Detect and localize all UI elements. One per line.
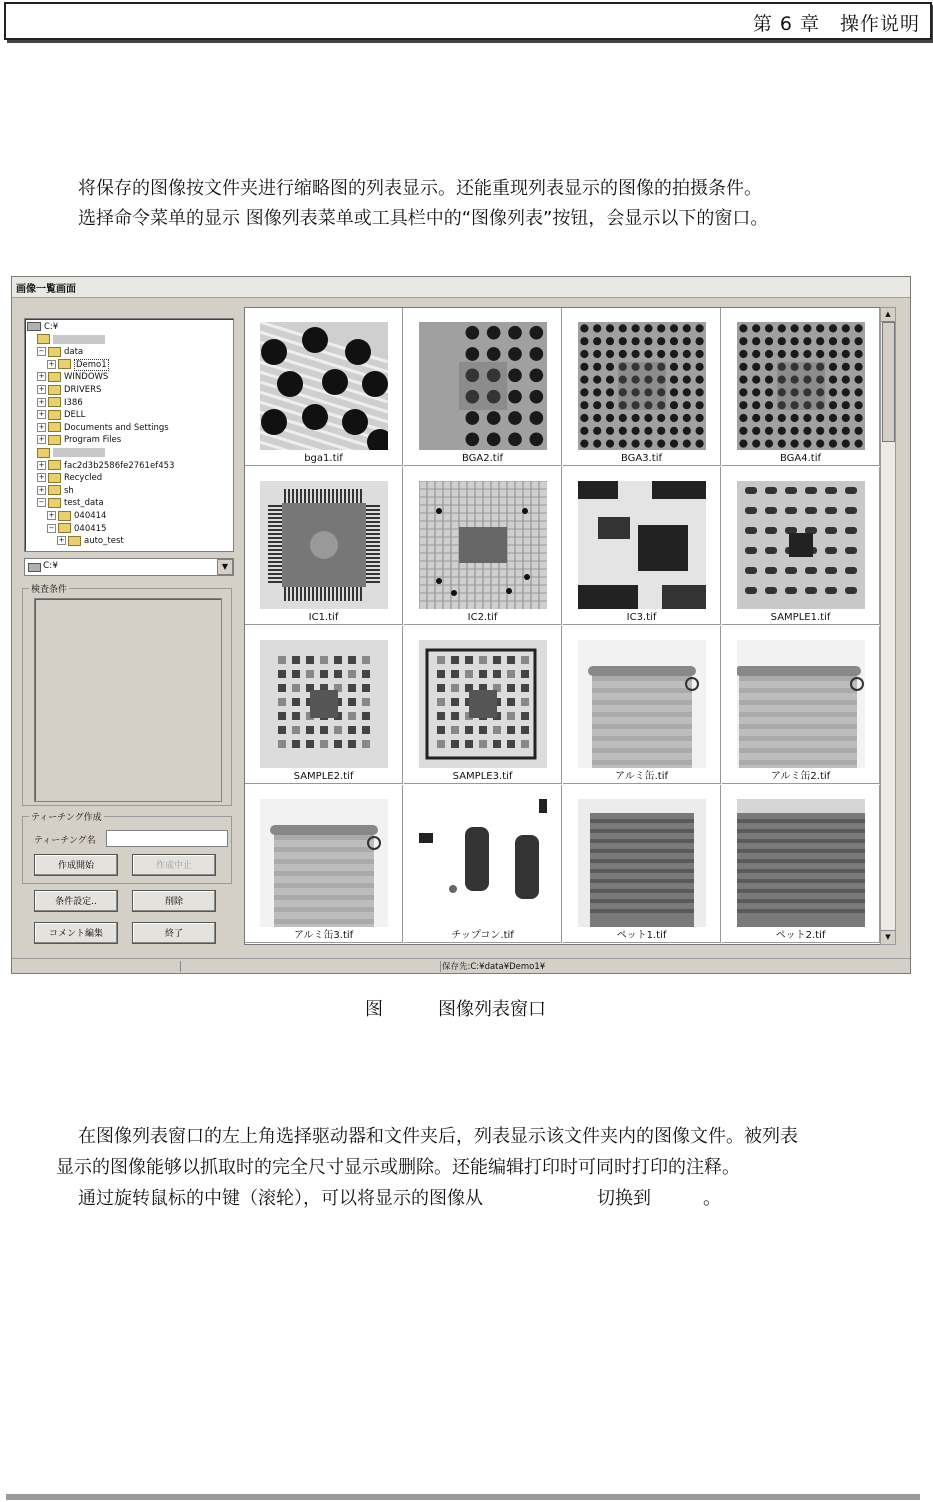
xray-thumbnail [578,640,706,768]
thumbnail-cell[interactable] [722,626,880,784]
xray-thumbnail [260,799,388,927]
thumbnail-cell[interactable] [722,467,880,625]
folder-icon [48,372,61,382]
folder-icon [48,347,61,357]
body-line-3a: 通过旋转鼠标的中键（滚轮），可以将显示的图像从 [78,1188,483,1209]
tree-item[interactable] [37,334,105,346]
expand-toggle-icon[interactable]: + [48,359,55,368]
teach-name-input[interactable] [106,830,228,847]
thumbnail-cell[interactable] [404,626,562,784]
tree-item-label: I386 [64,397,83,408]
thumbnail-filename: チップコン.tif [451,930,514,941]
window-title: 画像一覧画面 [16,284,76,295]
thumbnail-cell[interactable] [404,785,562,943]
thumbnail-grid [244,307,882,945]
folder-icon [48,422,61,432]
thumbnail-filename: ペット2.tif [775,930,826,941]
thumbnail-filename: アルミ缶2.tif [770,771,831,782]
thumbnail-filename: アルミ缶3.tif [293,930,354,941]
scroll-down-icon[interactable]: ▼ [881,930,895,944]
intro-line-2: 选择命令菜单的显示 图像列表菜单或工具栏中的“图像列表”按钮，会显示以下的窗口。 [78,208,769,229]
thumbnail-filename: BGA4.tif [779,453,822,464]
image-list-window [11,276,911,974]
folder-icon [58,511,71,521]
tree-item[interactable] [37,346,83,358]
expand-toggle-icon[interactable]: − [38,498,45,507]
tree-item-label: Program Files [64,435,122,446]
body-line-3c: 。 [703,1188,721,1209]
folder-icon [48,435,61,445]
tree-item[interactable] [37,472,102,484]
xray-thumbnail [260,481,388,609]
tree-item[interactable] [27,321,58,333]
tree-item[interactable] [57,535,124,547]
thumbnail-cell[interactable] [404,467,562,625]
tree-item[interactable] [37,485,74,497]
folder-icon [37,334,50,344]
thumbnail-filename: IC3.tif [626,612,657,623]
body-line-1: 在图像列表窗口的左上角选择驱动器和文件夹后，列表显示该文件夹内的图像文件。被列表 [78,1126,798,1147]
tree-item-label: data [64,347,84,358]
folder-icon [37,448,50,458]
teach-name-label: ティーチング名 [34,836,96,846]
folder-icon [48,397,61,407]
xray-thumbnail [737,640,865,768]
thumbnail-filename: アルミ缶.tif [615,771,668,782]
thumbnail-filename: SAMPLE2.tif [293,771,354,782]
thumbnail-cell[interactable] [245,467,403,625]
xray-thumbnail [578,481,706,609]
expand-toggle-icon[interactable]: + [38,410,45,419]
tree-item-label: test_data [64,498,104,509]
condition-settings-button[interactable]: 条件設定.. [34,890,118,912]
thumbnail-cell[interactable] [563,467,721,625]
redacted-label [53,448,105,457]
folder-icon [48,385,61,395]
redacted-label [53,335,105,344]
thumbnail-filename: SAMPLE1.tif [770,612,831,623]
thumbnail-filename: SAMPLE3.tif [452,771,513,782]
thumbnail-cell[interactable] [722,308,880,466]
status-text: 保存先:C:¥data¥Demo1¥ [442,962,546,972]
folder-icon [48,473,61,483]
expand-toggle-icon[interactable]: + [38,372,45,381]
footer-bar [6,1494,920,1500]
thumbnail-cell[interactable] [245,626,403,784]
expand-toggle-icon[interactable]: + [38,397,45,406]
tree-item-label: 040414 [74,511,107,521]
expand-toggle-icon[interactable]: + [38,385,45,393]
thumbnail-filename: IC1.tif [308,612,339,623]
thumbnail-filename: bga1.tif [304,453,343,464]
expand-toggle-icon[interactable]: − [48,523,55,532]
expand-toggle-icon[interactable]: + [48,511,55,519]
xray-thumbnail [578,322,706,450]
thumbnail-cell[interactable] [563,626,721,784]
xray-thumbnail [419,322,547,450]
xray-thumbnail [419,481,547,609]
teach-group-label: ティーチング作成 [29,810,104,823]
tree-item-label: WINDOWS [64,372,109,383]
tree-item[interactable] [37,422,169,434]
inspect-conditions-box [34,598,222,802]
tree-item[interactable] [47,510,106,522]
xray-thumbnail [578,799,706,927]
thumbnail-filename: BGA3.tif [620,453,663,464]
tree-item-label: fac2d3b2586fe2761ef453 [64,460,175,471]
thumbnail-cell[interactable] [245,785,403,943]
tree-item[interactable] [47,359,109,371]
tree-item-label: auto_test [84,536,124,547]
xray-thumbnail [260,322,388,450]
xray-thumbnail [737,799,865,927]
tree-item-label: DRIVERS [64,385,102,395]
inspect-group-label: 検査条件 [29,582,69,595]
body-line-2: 显示的图像能够以抓取时的完全尺寸显示或删除。还能编辑打印时可同时打印的注释。 [56,1157,740,1178]
expand-toggle-icon[interactable]: + [38,435,45,444]
tree-item[interactable] [37,434,121,446]
expand-toggle-icon[interactable]: + [38,422,45,431]
thumbnail-cell[interactable] [404,308,562,466]
expand-toggle-icon[interactable]: + [58,536,65,545]
folder-icon [58,523,71,533]
folder-icon [48,460,61,470]
expand-toggle-icon[interactable]: + [38,473,45,482]
tree-item-label: 040415 [74,523,107,534]
tree-item[interactable] [37,371,108,383]
folder-icon [48,498,61,508]
thumbnail-cell[interactable] [563,785,721,943]
folder-icon [58,359,71,369]
thumbnail-filename: ペット1.tif [616,930,667,941]
start-create-button[interactable]: 作成開始 [34,854,118,876]
scroll-thumb[interactable] [882,322,895,442]
drive-icon [28,563,41,572]
intro-line-1: 将保存的图像按文件夹进行缩略图的列表显示。还能重现列表显示的图像的拍摄条件。 [78,178,762,199]
tree-item-label: C:¥ [44,322,59,332]
chevron-down-icon[interactable]: ▼ [217,559,233,575]
xray-thumbnail [737,481,865,609]
folder-icon [48,485,61,495]
edit-comment-button[interactable]: コメント編集 [34,922,118,944]
expand-toggle-icon[interactable]: − [38,347,45,356]
tree-item-label: DELL [64,410,86,421]
thumbnail-cell[interactable] [245,308,403,466]
tree-item-label: Documents and Settings [64,422,169,433]
end-button[interactable]: 終了 [132,922,216,944]
folder-tree[interactable] [24,318,234,552]
left-pane [12,298,244,962]
drive-select[interactable] [24,558,234,576]
body-line-3b: 切换到 [597,1188,651,1209]
tree-item[interactable] [37,447,105,459]
thumbnail-cell[interactable] [722,785,880,943]
expand-toggle-icon[interactable]: + [38,485,45,494]
tree-item-label: Recycled [64,473,103,484]
tree-item[interactable] [37,497,104,509]
drive-value: C:¥ [43,561,59,571]
tree-item[interactable] [37,409,85,421]
figure-caption: 图像列表窗口 [438,999,546,1020]
expand-toggle-icon[interactable]: + [38,460,45,469]
vertical-scrollbar[interactable] [880,307,896,945]
status-bar [12,958,910,973]
window-titlebar [12,277,910,298]
figure-label: 图 [365,999,383,1020]
xray-thumbnail [419,640,547,768]
xray-thumbnail [737,322,865,450]
xray-thumbnail [419,799,547,927]
thumbnail-filename: BGA2.tif [461,453,504,464]
drive-icon [27,322,41,331]
tree-item[interactable] [47,523,106,535]
folder-icon [68,536,81,546]
scroll-up-icon[interactable]: ▲ [881,308,895,322]
tree-item[interactable] [37,384,101,396]
tree-item-label: Demo1 [76,359,107,370]
xray-thumbnail [260,640,388,768]
stop-create-button[interactable]: 作成中止 [132,854,216,876]
folder-icon [48,410,61,420]
delete-button[interactable]: 削除 [132,890,216,912]
tree-item-label: sh [64,485,74,496]
thumbnail-cell[interactable] [563,308,721,466]
tree-item[interactable] [37,460,174,472]
tree-item[interactable] [37,397,83,409]
thumbnail-filename: IC2.tif [467,612,498,623]
page-header [4,2,932,40]
chapter-title: 第 6 章 操作说明 [752,13,920,35]
